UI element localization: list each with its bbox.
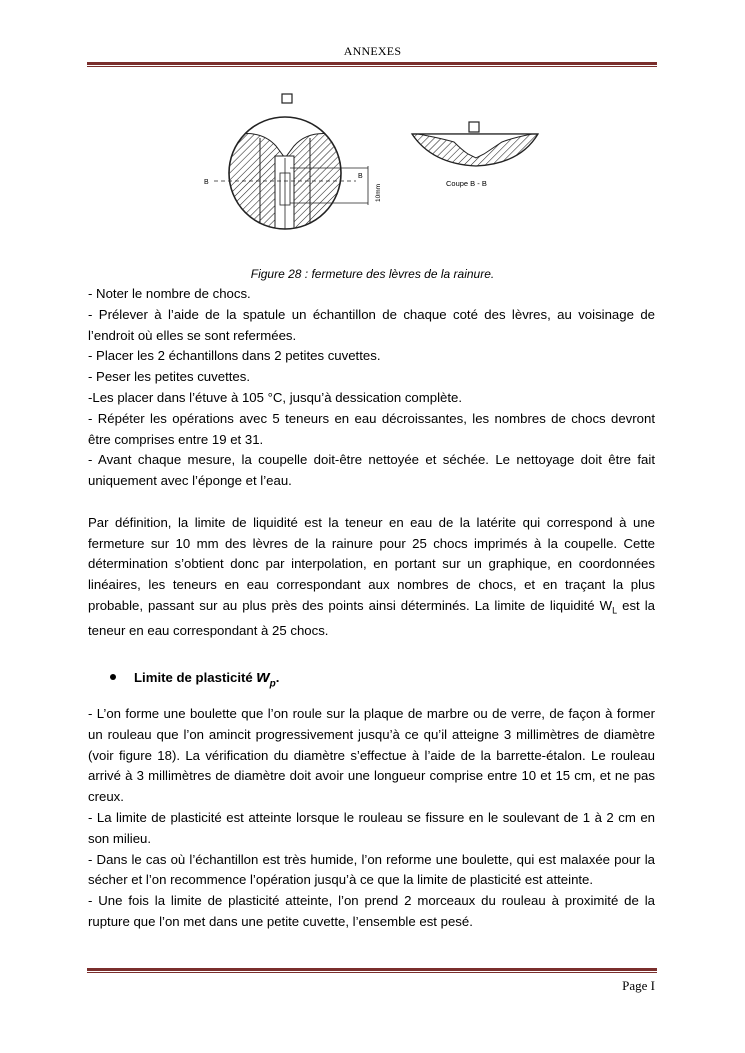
step-line: -Les placer dans l’étuve à 105 °C, jusqu’à dessication complète. [88,389,463,405]
step-line: - Placer les 2 échantillons dans 2 petites cuvettes. [88,348,381,364]
label-dimension: 10mm [375,183,382,202]
figure-caption: Figure 28 : fermeture des lèvres de la rainure. [250,267,495,281]
groove-closure-figure [190,78,550,263]
step-line: - Dans le cas où l’échantillon est très humide, l’on reforme une boulette, qui est malaxée pour la sécher et l’on recommence l’opération jusqu’à ce que la limite de plasticité est atteinte. [88,851,655,888]
step-line: - Répéter les opérations avec 5 teneurs en eau décroissantes, les nombres de chocs devront être comprises entre 19 et 31. [88,410,655,447]
symbol-wp: $w_p$ [256,667,276,690]
step-line: - Avant chaque mesure, la coupelle doit-être nettoyée et séchée. Le nettoyage doit être fait uniquement avec l’éponge et l’eau. [88,452,655,489]
header-rule [87,62,657,65]
step-line: - Peser les petites cuvettes. [88,369,250,385]
bullet-icon [110,674,116,680]
step-line: - Prélever à l’aide de la spatule un échantillon de chaque coté des lèvres, au voisinage de l’endroit où elles se sont refermées. [88,306,655,343]
footer-rule [87,968,657,971]
step-line: - La limite de plasticité est atteinte lorsque le rouleau se fissure en le soulevant de 1 à 2 cm en son milieu. [88,809,655,846]
definition-paragraph: Par définition, la limite de liquidité est la teneur en eau de la latérite qui correspond à une fermeture sur 10 mm des lèvres de la rainure pour 25 chocs imprimés à la coupelle. Cette détermination s’obtient donc par interpolation, en portant sur un graphique, en coordonnées linéaires, les teneurs en eau correspondant aux nombres de chocs, et en traçant la plus probable, passant sur au plus près des points ainsi déterminés. La limite de liquidité $W_L$ est la teneur en eau correspondant à 25 chocs. [88,514,655,639]
label-b-right: B [358,173,363,180]
label-b-left: B [204,179,209,186]
step-line: - L’on forme une boulette que l’on roule sur la plaque de marbre ou de verre, de façon à former un rouleau que l’on amincit progressivement jusqu’à ce qu’il atteigne 3 millimètres de diamètre (voir figure 18). La vérification du diamètre s’effectue à l’aide de la barrette-étalon. Le rouleau arrivé à 3 millimètres de diamètre doit avoir une longueur comprise entre 10 et 15 cm, et ne pas creux. [88,706,655,805]
page-number: Page I [622,978,655,993]
plasticity-steps [88,704,655,933]
header-rule-thin [87,66,657,67]
procedure-steps [88,284,655,642]
header-title: ANNEXES [343,44,402,58]
cup-section-view [412,122,538,188]
label-section: Coupe B - B [446,179,487,188]
definition-subscript: L [612,605,618,616]
footer-rule-thin [87,972,657,973]
step-line: - Une fois la limite de plasticité atteinte, l’on prend 2 morceaux du rouleau à proximité de la rupture que l’on met dans une petite cuvette, l’ensemble est pesé. [88,893,655,929]
section-heading-plasticity: Limite de plasticité $w_p$. [110,667,279,689]
step-line: - Noter le nombre de chocs. [88,286,251,301]
cup-top-view [204,94,382,238]
